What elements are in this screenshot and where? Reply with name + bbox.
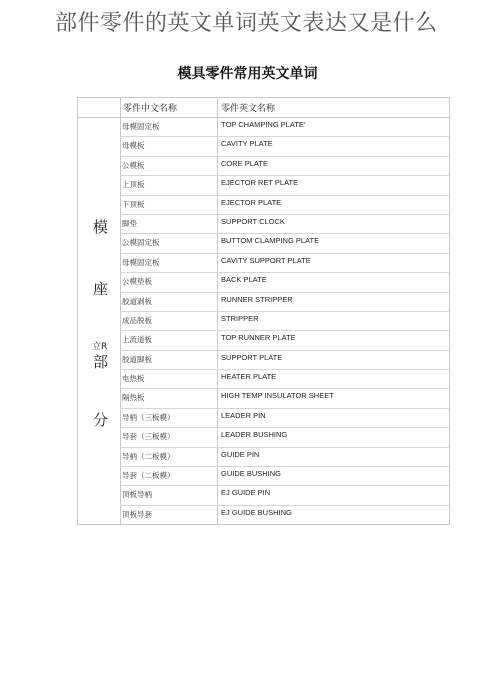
- table-row: [120, 389, 450, 408]
- chinese-name-cell: 母模固定板: [122, 122, 160, 131]
- chinese-name-cell: 顶板导柄: [122, 490, 152, 500]
- chinese-name-cell: 上流道板: [122, 335, 152, 345]
- chinese-name-cell: 成品脱板: [122, 315, 152, 325]
- side-label-mark: 立R: [92, 342, 108, 352]
- table-row: [120, 351, 450, 370]
- table-row: [120, 215, 450, 234]
- table-row: [120, 254, 450, 273]
- table-row: [120, 137, 450, 156]
- chinese-name-cell: 下顶板: [122, 199, 145, 209]
- table-row: [120, 273, 450, 292]
- english-name-cell: CAVITY SUPPORT PLATE: [221, 255, 311, 265]
- side-label-char: 部: [93, 353, 109, 371]
- chinese-name-cell: 顶板导套: [122, 509, 152, 519]
- chinese-name-cell: 母模板: [122, 141, 145, 151]
- document-title: 模具零件常用英文单词: [177, 66, 318, 82]
- english-name-cell: GUIDE BUSHING: [221, 469, 282, 479]
- vocabulary-table: [77, 97, 450, 525]
- chinese-name-cell: 胶道剥板: [122, 296, 152, 306]
- side-label-char: 模: [93, 218, 109, 236]
- table-row: [120, 234, 450, 253]
- english-name-cell: SUPPORT CLOCK: [221, 216, 285, 226]
- english-name-cell: HEATER PLATE: [221, 372, 277, 382]
- english-name-cell: EJECTOR PLATE: [221, 197, 282, 207]
- english-name-cell: LEADER BUSHING: [221, 430, 288, 440]
- english-name-cell: RUNNER STRIPPER: [221, 294, 293, 304]
- english-name-cell: EJ GUIDE BUSHING: [221, 507, 292, 517]
- chinese-name-cell: 导套（二板模）: [122, 471, 175, 481]
- table-row: [120, 196, 450, 215]
- table-row: [120, 467, 450, 486]
- chinese-name-cell: 导柄（三板模）: [122, 412, 175, 422]
- english-name-cell: EJECTOR RET PLATE: [221, 178, 299, 188]
- chinese-name-cell: 胶道脚板: [122, 354, 152, 364]
- table-row: [120, 506, 450, 525]
- chinese-name-cell: 公模垫板: [122, 277, 152, 287]
- english-name-cell: BUTTOM CLAMPING PLATE: [221, 236, 320, 246]
- table-row: [120, 370, 450, 389]
- table-row: [120, 312, 450, 331]
- english-name-cell: STRIPPER: [221, 313, 259, 323]
- english-name-cell: HIGH TEMP INSULATOR SHEET: [221, 391, 334, 401]
- page-heading: 部件零件的英文单词英文表达又是什么: [55, 11, 438, 36]
- header-chinese-name: 零件中文名称: [123, 104, 178, 114]
- english-name-cell: SUPPORT PLATE: [221, 352, 283, 362]
- table-row: [120, 448, 450, 467]
- english-name-cell: EJ GUIDE PIN: [221, 488, 271, 498]
- table-row: [120, 157, 450, 176]
- side-label-char: 分: [93, 411, 109, 429]
- chinese-name-cell: 上顶板: [122, 180, 145, 190]
- header-english-name: 零件英文名称: [221, 104, 276, 114]
- chinese-name-cell: 电热板: [122, 374, 145, 384]
- table-row: [120, 486, 450, 505]
- english-name-cell: GUIDE PIN: [221, 449, 260, 459]
- table-row: [120, 293, 450, 312]
- english-name-cell: TOP CHAMPING PLATE': [221, 120, 306, 129]
- chinese-name-cell: 公模固定板: [122, 238, 160, 248]
- table-header-row: [78, 98, 449, 118]
- table-row: [120, 409, 450, 428]
- chinese-name-cell: 导柄（二板模）: [122, 451, 175, 461]
- english-name-cell: LEADER PIN: [221, 410, 266, 420]
- english-name-cell: BACK PLATE: [221, 275, 267, 285]
- english-name-cell: CORE PLATE: [221, 158, 268, 168]
- chinese-name-cell: 导套（三板模）: [122, 432, 175, 442]
- english-name-cell: TOP RUNNER PLATE: [221, 333, 296, 343]
- chinese-name-cell: 隔热板: [122, 393, 145, 403]
- english-name-cell: CAVITY PLATE: [221, 139, 273, 149]
- table-row: [120, 176, 450, 195]
- table-row: [120, 331, 450, 350]
- table-body: [120, 118, 450, 525]
- side-label-char: 座: [93, 280, 109, 298]
- table-row: [120, 428, 450, 447]
- chinese-name-cell: 公模板: [122, 160, 145, 170]
- chinese-name-cell: 脚垫: [122, 218, 137, 228]
- table-row: [120, 118, 450, 137]
- chinese-name-cell: 母模固定板: [122, 257, 160, 267]
